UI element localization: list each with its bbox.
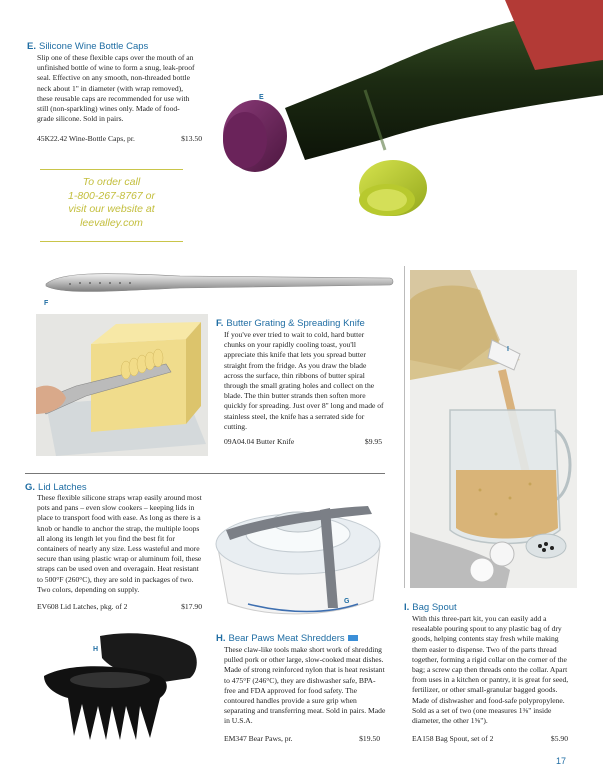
price-bag-spout: $5.90: [550, 734, 568, 743]
butter-knife-image: [40, 262, 395, 302]
title-bag-spout: I. Bag Spout: [404, 602, 457, 613]
body-bear-paws: These claw-like tools make short work of shredding pulled pork or other large, slow-cooked meat dishes. Made of strong reinforced nylon that is heat resistant to 475°F (246°C), they are dishwasher safe, BPA-free and FDA approved for food safety. The contoured handles provide a sure grip when separating and transferring meat. Sold in pairs. Made in U.S.A.: [224, 645, 386, 726]
price-butter-knife: $9.95: [364, 437, 382, 446]
order-website: leevalley.com: [80, 216, 143, 229]
image-letter-g: G: [344, 598, 350, 605]
title-lid-latches: G. Lid Latches: [25, 482, 87, 493]
sku-bear-paws: EM347 Bear Paws, pr.: [224, 734, 293, 743]
body-wine-bottle-caps: Slip one of these flexible caps over the mouth of an unfinished bottle of wine to form a snug, leak-proof seal. Effective on any smooth, non-threaded bottle neck about 1" in diameter (with wrap removed), these reusable caps are recommended for use with still (non-sparkling) wines only. Made of food-grade silicone. Sold in pairs.: [37, 53, 195, 124]
butter-grating-photo: [36, 314, 208, 456]
body-lid-latches: These flexible silicone straps wrap easily around most pots and pans – even slow cookers – keeping lids in place to transport food with ease. As long as there is a knob or handle to anchor the strap, the multiple loops all along its length let you find the best fit for containers of nearly any size. Less wasteful and more secure than using plastic wrap or aluminum foil, these straps can be used oven and overagain. Heat resistant to 500°F (260°C), they are sold in packages of two. Two colors, depending on supply.: [37, 493, 202, 594]
body-bag-spout: With this three-part kit, you can easily add a resealable pouring spout to any plastic bag of dry goods, helping contents stay fresh while making them easier to dispense. Two of the parts thread together, forming a rigid collar on the corner of the bag; a screw cap then threads onto the collar. Apart from uses in a kitchen or pantry, it is great for seed, fertilizer, or other small-granular bagged goods. Made of dishwasher and food-safe polypropylene. Sold as a set of two (one measures 1⅜" inside diameter, the other 1⅝").: [412, 614, 569, 726]
sku-wine-bottle-caps: 45K22.42 Wine-Bottle Caps, pr.: [37, 134, 135, 143]
image-letter-e: E: [259, 94, 264, 101]
title-butter-knife: F. Butter Grating & Spreading Knife: [216, 318, 365, 329]
bear-paws-image: [40, 628, 205, 743]
divider-f-g: [25, 473, 385, 474]
order-phone: 1-800-267-8767 or: [68, 189, 155, 202]
usa-flag-icon: [348, 635, 358, 641]
sku-bag-spout: EA158 Bag Spout, set of 2: [412, 734, 494, 743]
sku-butter-knife: 09A04.04 Butter Knife: [224, 437, 295, 446]
price-lid-latches: $17.90: [181, 602, 202, 611]
page-number: 17: [556, 756, 567, 766]
bag-spout-photo: [410, 270, 577, 588]
sku-lid-latches: EV608 Lid Latches, pkg. of 2: [37, 602, 128, 611]
body-butter-knife: If you've ever tried to wait to cold, hard butter chunks on your rapidly cooling toast, you'll appreciate this knife that lets you spread butter straight from the fridge. As you draw the blade across the surface, thin ribbons of butter spiral through the small grating holes and collect on the blade. The thin butter strands then soften more quickly for spreading. Just over 8" long and made of stainless steel, the knife has a serrated side for cutting.: [224, 330, 384, 431]
lid-latches-image: [208, 478, 386, 618]
image-letter-f: F: [44, 300, 49, 307]
order-line-3: visit our website at: [68, 203, 155, 215]
title-bear-paws: H. Bear Paws Meat Shredders: [216, 633, 358, 644]
divider-vertical: [404, 266, 405, 588]
image-letter-i: I: [507, 346, 509, 353]
order-info-box: [40, 169, 183, 242]
price-bear-paws: $19.50: [359, 734, 380, 743]
wine-bottle-caps-image: [215, 0, 603, 226]
order-line-1: To order call: [82, 176, 141, 188]
image-letter-h: H: [93, 646, 99, 653]
title-wine-bottle-caps: E. Silicone Wine Bottle Caps: [27, 41, 149, 52]
price-wine-bottle-caps: $13.50: [181, 134, 202, 143]
